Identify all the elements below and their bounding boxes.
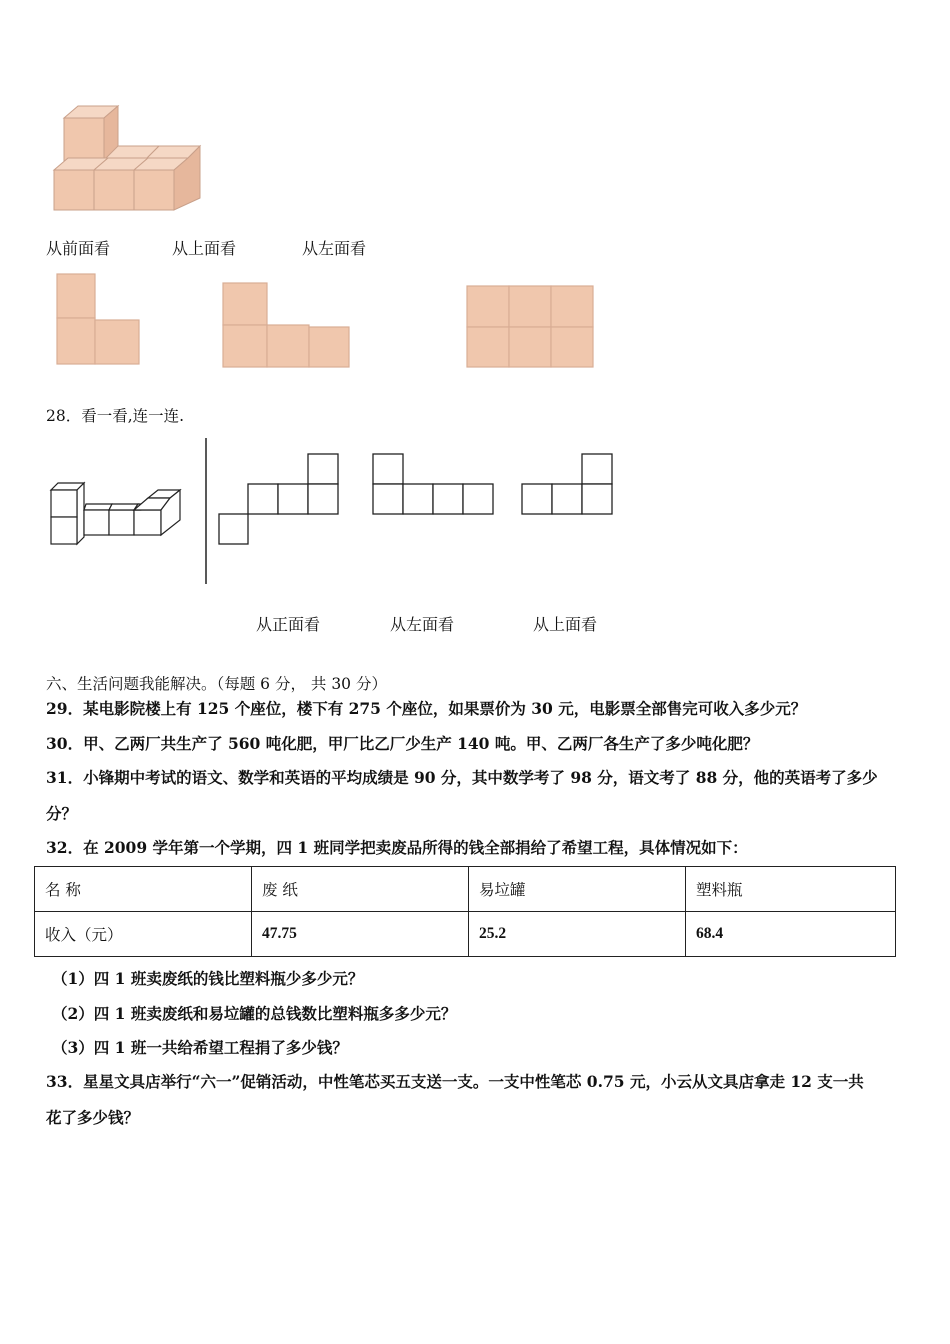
q28-view-option-c (521, 453, 615, 517)
view-shape-1 (56, 272, 146, 368)
q28-label-front: 从正面看 (256, 615, 321, 634)
q29-text: 29．某电影院楼上有 125 个座位，楼下有 275 个座位，如果票价为 30 元，电影票全部售完可收入多少元？ (46, 699, 807, 718)
view-shape-3 (466, 285, 598, 371)
section6-heading: 六、生活问题我能解决。（每题 6 分， 共 30 分） (46, 675, 387, 693)
cube-solid-figure (50, 104, 210, 216)
q32-sub1: （1）四 1 班卖废纸的钱比塑料瓶少多少元？ (52, 969, 364, 988)
q33-line2: 花了多少钱？ (46, 1108, 140, 1127)
q31-line1: 31．小锋期中考试的语文、数学和英语的平均成绩是 90 分，其中数学考了 98 分，语文考了 88 分，他的英语考了多少 (46, 768, 878, 787)
table-cell: 68.4 (686, 912, 896, 957)
table-header-row (35, 867, 896, 912)
q33-line1: 33．星星文具店举行“六一”促销活动，中性笔芯买五支送一支。一支中性笔芯 0.75 元，小云从文具店拿走 12 支一共 (46, 1072, 864, 1091)
table-cell: 47.75 (252, 912, 469, 957)
view-shape-2 (222, 282, 354, 372)
donation-table (34, 866, 896, 957)
table-header-cell: 废 纸 (252, 867, 469, 912)
table-header-cell: 名 称 (35, 867, 252, 912)
q28-label-left: 从左面看 (390, 615, 455, 634)
view-label-top: 从上面看 (172, 239, 237, 258)
q28-label-top: 从上面看 (533, 615, 598, 634)
q28-solid-figure (48, 480, 188, 550)
table-header-cell: 易垃罐 (469, 867, 686, 912)
table-header-cell: 塑料瓶 (686, 867, 896, 912)
q32-text: 32．在 2009 学年第一个学期，四 1 班同学把卖废品所得的钱全部捐给了希望工程，具体情况如下： (46, 838, 748, 857)
q32-sub3: （3）四 1 班一共给希望工程捐了多少钱？ (52, 1038, 348, 1057)
table-row (35, 912, 896, 957)
q32-sub2: （2）四 1 班卖废纸和易垃罐的总钱数比塑料瓶多多少元？ (52, 1004, 457, 1023)
q30-text: 30．甲、乙两厂共生产了 560 吨化肥，甲厂比乙厂少生产 140 吨。甲、乙两厂各生产了多少吨化肥？ (46, 734, 759, 753)
table-row-label: 收入（元） (35, 912, 252, 957)
q28-view-option-a (218, 453, 342, 547)
q31-line2: 分？ (46, 804, 78, 823)
q28-title: 28．看一看,连一连. (46, 407, 185, 425)
q28-divider-line (204, 438, 208, 584)
view-label-front: 从前面看 (46, 239, 111, 258)
table-cell: 25.2 (469, 912, 686, 957)
view-label-left: 从左面看 (302, 239, 367, 258)
q28-view-option-b (372, 453, 496, 517)
